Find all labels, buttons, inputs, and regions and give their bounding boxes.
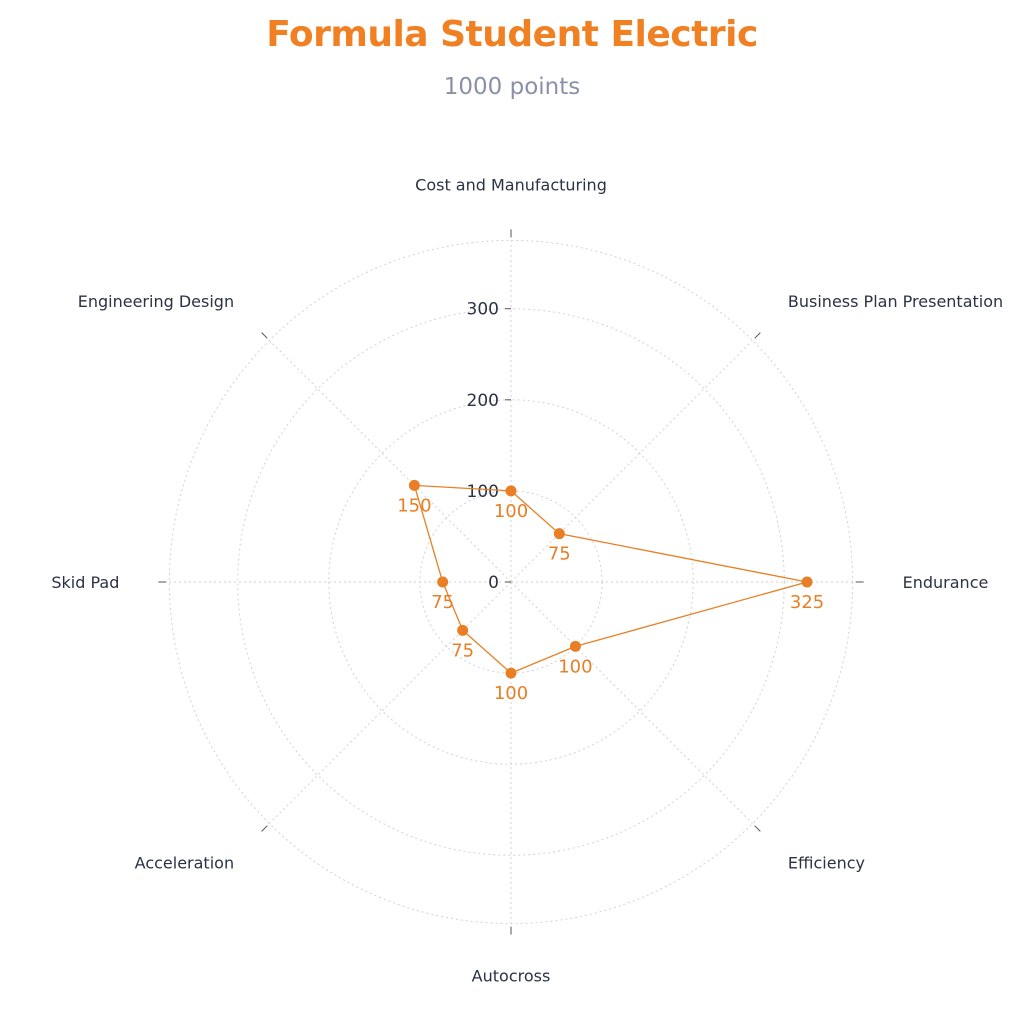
data-point [506, 485, 517, 496]
data-label: 100 [493, 683, 529, 705]
data-point [437, 577, 448, 588]
data-label: 75 [451, 640, 475, 662]
data-point [554, 528, 565, 539]
spoke-tick [262, 333, 268, 339]
data-label: 75 [547, 543, 571, 565]
category-labels [51, 175, 1003, 985]
category-label: Cost and Manufacturing [415, 175, 607, 195]
spoke-tick [755, 826, 761, 832]
category-label: Engineering Design [77, 291, 235, 311]
series-layer [397, 480, 824, 704]
data-point [802, 577, 813, 588]
data-label: 100 [558, 656, 593, 678]
radial-tick-label: 100 [466, 481, 499, 502]
radial-ticks [467, 300, 511, 593]
radial-tick-label: 300 [466, 299, 499, 320]
category-label: Acceleration [134, 853, 235, 873]
radial-tick-label: 200 [466, 390, 499, 411]
spoke-line [269, 340, 511, 582]
data-point [457, 625, 468, 636]
category-label: Efficiency [787, 853, 865, 873]
spoke-tick [262, 826, 268, 832]
data-point [409, 480, 420, 491]
chart-title: Formula Student Electric [266, 14, 758, 55]
spoke-tick [755, 333, 761, 339]
radial-tick-label: 0 [488, 573, 499, 593]
category-label: Endurance [902, 573, 989, 592]
category-label: Autocross [471, 966, 551, 986]
data-point [570, 641, 581, 652]
category-label: Skid Pad [51, 573, 120, 592]
data-label: 325 [789, 592, 825, 613]
spoke-line [269, 582, 511, 824]
data-label: 150 [397, 495, 432, 517]
category-label: Business Plan Presentation [787, 291, 1004, 311]
data-label: 100 [493, 500, 529, 522]
data-point [506, 668, 517, 679]
data-label: 75 [431, 592, 455, 613]
chart-subtitle: 1000 points [443, 74, 581, 100]
spoke-line [511, 582, 753, 824]
